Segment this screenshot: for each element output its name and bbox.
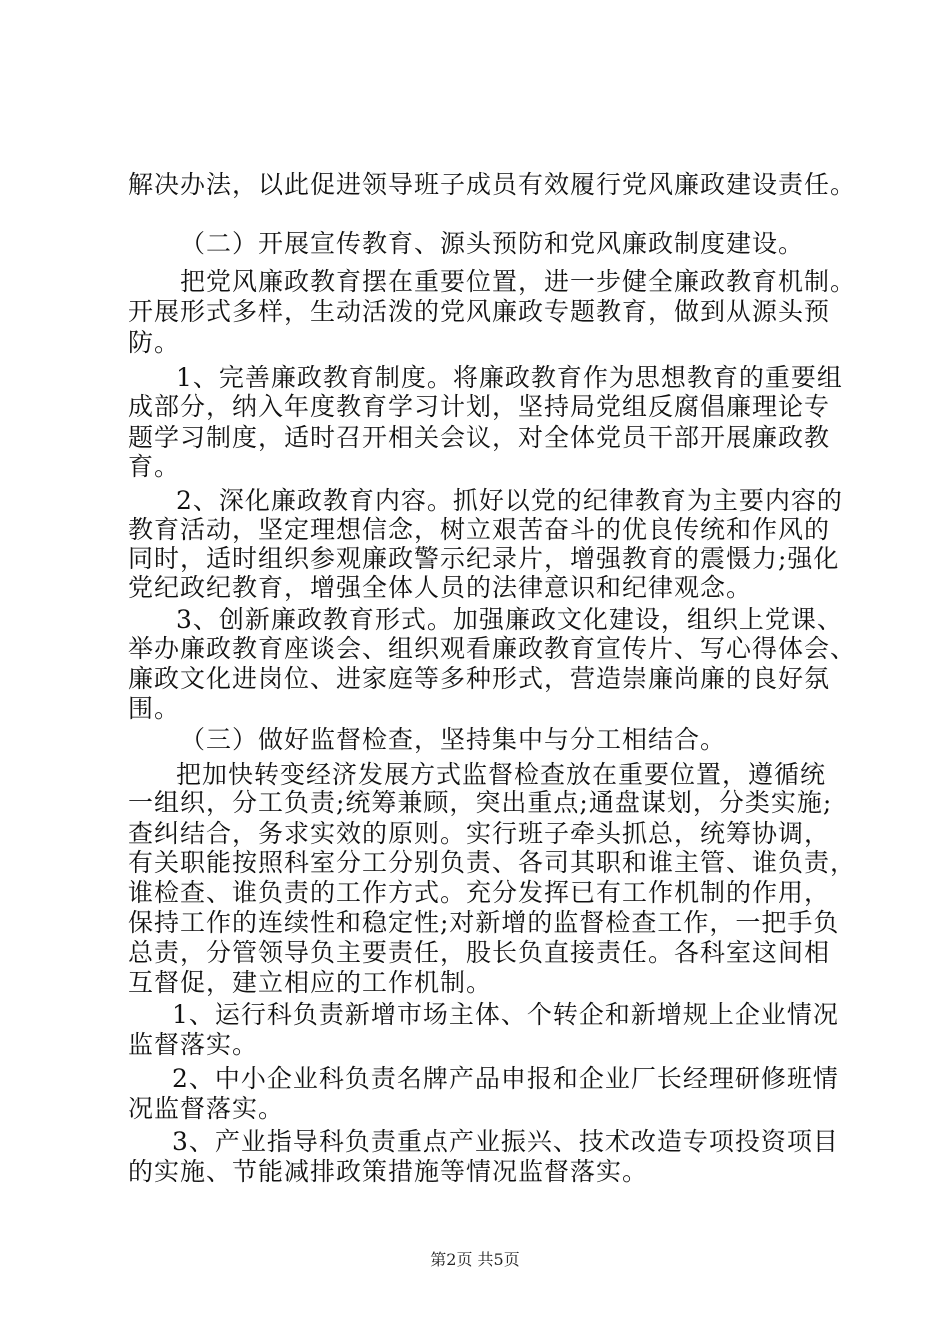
text-line: 保持工作的连续性和稳定性;对新增的监督检查工作，一把手负 xyxy=(128,908,840,937)
text-line: 1、完善廉政教育制度。将廉政教育作为思想教育的重要组 xyxy=(176,363,843,392)
text-line: 的实施、节能减排政策措施等情况监督落实。 xyxy=(128,1157,649,1186)
text-line: 教育活动，坚定理想信念，树立艰苦奋斗的优良传统和作风的 xyxy=(128,515,831,544)
text-line: 党纪政纪教育，增强全体人员的法律意识和纪律观念。 xyxy=(128,573,753,602)
section-heading: （二）开展宣传教育、源头预防和党风廉政制度建设。 xyxy=(180,229,805,258)
text-line: 举办廉政教育座谈会、组织观看廉政教育宣传片、写心得体会、 xyxy=(128,634,857,663)
text-line: 总责，分管领导负主要责任，股长负直接责任。各科室这间相 xyxy=(128,938,831,967)
text-line: 成部分，纳入年度教育学习计划，坚持局党组反腐倡廉理论专 xyxy=(128,392,831,421)
text-line: 同时，适时组织参观廉政警示纪录片，增强教育的震慑力;强化 xyxy=(128,544,840,573)
text-line: 2、中小企业科负责名牌产品申报和企业厂长经理研修班情 xyxy=(172,1064,839,1093)
text-line: 育。 xyxy=(128,452,181,481)
text-line: 把党风廉政教育摆在重要位置，进一步健全廉政教育机制。 xyxy=(180,267,857,296)
text-line: 开展形式多样，生动活泼的党风廉政专题教育，做到从源头预 xyxy=(128,297,831,326)
text-line: 监督落实。 xyxy=(128,1030,259,1059)
text-line: 况监督落实。 xyxy=(128,1094,285,1123)
text-line: 2、深化廉政教育内容。抓好以党的纪律教育为主要内容的 xyxy=(176,486,843,515)
text-line: 查纠结合，务求实效的原则。实行班子牵头抓总，统筹协调， xyxy=(128,819,831,848)
text-line: 谁检查、谁负责的工作方式。充分发挥已有工作机制的作用， xyxy=(128,878,831,907)
text-line: 3、产业指导科负责重点产业振兴、技术改造专项投资项目 xyxy=(172,1127,839,1156)
text-line: 1、运行科负责新增市场主体、个转企和新增规上企业情况 xyxy=(172,1000,839,1029)
text-line: 题学习制度，适时召开相关会议，对全体党员干部开展廉政教 xyxy=(128,423,831,452)
text-line: 一组织，分工负责;统筹兼顾，突出重点;通盘谋划，分类实施; xyxy=(128,788,833,817)
text-line: 互督促，建立相应的工作机制。 xyxy=(128,968,493,997)
section-heading: （三）做好监督检查，坚持集中与分工相结合。 xyxy=(180,725,727,754)
text-line: 有关职能按照科室分工分别负责、各司其职和谁主管、谁负责， xyxy=(128,848,857,877)
text-line: 防。 xyxy=(128,328,181,357)
text-line: 解决办法，以此促进领导班子成员有效履行党风廉政建设责任。 xyxy=(128,170,857,199)
text-line: 廉政文化进岗位、进家庭等多种形式，营造崇廉尚廉的良好氛 xyxy=(128,664,831,693)
text-line: 围。 xyxy=(128,694,181,723)
text-line: 把加快转变经济发展方式监督检查放在重要位置，遵循统 xyxy=(176,760,827,789)
page-footer: 第2页 共5页 xyxy=(430,1250,520,1269)
text-line: 3、创新廉政教育形式。加强廉政文化建设，组织上党课、 xyxy=(176,605,843,634)
